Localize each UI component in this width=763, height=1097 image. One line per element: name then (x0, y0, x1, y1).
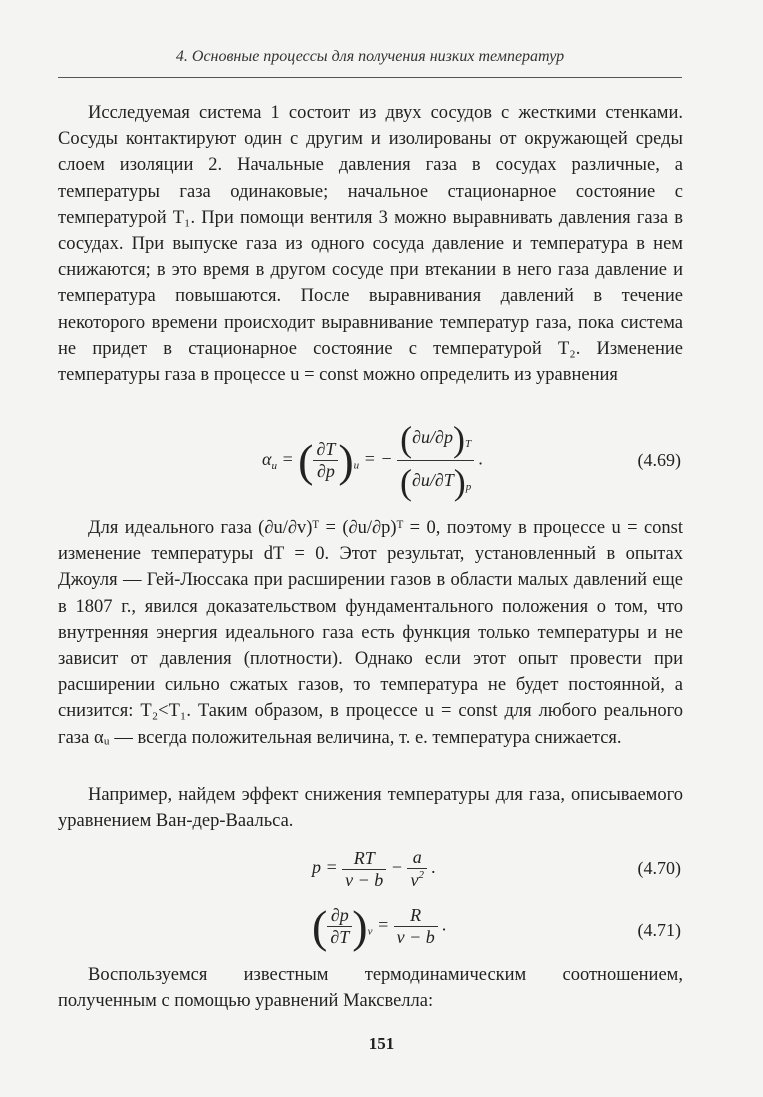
equation-4-70: p = $\frac{RT}{v - b}$ − $\frac{a}{v^2}$ . (312, 847, 436, 890)
paragraph-2: Для идеального газа (∂u/∂v)ᵀ = (∂u/∂p)ᵀ = 0, поэтому в процессе u = const изменение температуры dT = 0. Этот результат, установленный в опытах Джоуля — Гей-Люссака при расширении газов в области малых давлений еще в 1807 г., явился доказательством фундаментального положения о том, что внутренняя энергия идеального газа есть функция только температуры и не зависит от давления (плотности). Однако если этот опыт провести при расширении сильно сжатых газов, то температура не будет постоянной, а снизится: T₂<T₁. Таким образом, в процессе u = const для любого реального газа αᵤ — всегда положительная величина, т. е. температура снижается. (58, 518, 683, 748)
paragraph-3: Например, найдем эффект снижения температуры для газа, описываемого уравнением Ван-дер-Ваальса. (58, 785, 683, 832)
equation-number-4-69: (4.69) (637, 450, 681, 470)
equation-4-69: $\alpha_u$ = ( $\frac{\partial T}{\partial p}$ )$_u$ = − $\frac{(\partial u/\partial p)_T}{(\partial u/\partial T)_p}$ . (262, 419, 484, 502)
running-header: 4. Основные процессы для получения низких температур (175, 48, 565, 65)
equation-4-71: ( $\frac{\partial p}{\partial T}$ )$_v$ = $\frac{R}{v - b}$ . (312, 901, 447, 952)
paragraph-4: Воспользуемся известным термодинамическим соотношением, полученным с помощью уравнений Максвелла: (58, 965, 683, 1012)
page-number: 151 (368, 1034, 395, 1053)
paragraph-1: Исследуемая система 1 состоит из двух сосудов с жесткими стенками. Сосуды контактируют один с другим и изолированы от окружающей среды слоем изоляции 2. Начальные давления газа в сосудах различные, а температуры газа одинаковые; начальное стационарное состояние с температурой T₁. При помощи вентиля 3 можно выравнивать давления газа в сосудах. При выпуске газа из одного сосуда давление и температура в нем снижаются; в это время в другом сосуде при втекании в него газа давление и температура повышаются. После выравнивания давлений в течение некоторого времени происходит выравнивание температур газа, пока система не придет в стационарное состояние с температурой T₂. Изменение температуры газа в процессе u = const можно определить из уравнения (58, 103, 683, 386)
equation-number-4-71: (4.71) (637, 920, 681, 940)
equation-number-4-70: (4.70) (637, 858, 681, 878)
header-rule (58, 77, 682, 78)
